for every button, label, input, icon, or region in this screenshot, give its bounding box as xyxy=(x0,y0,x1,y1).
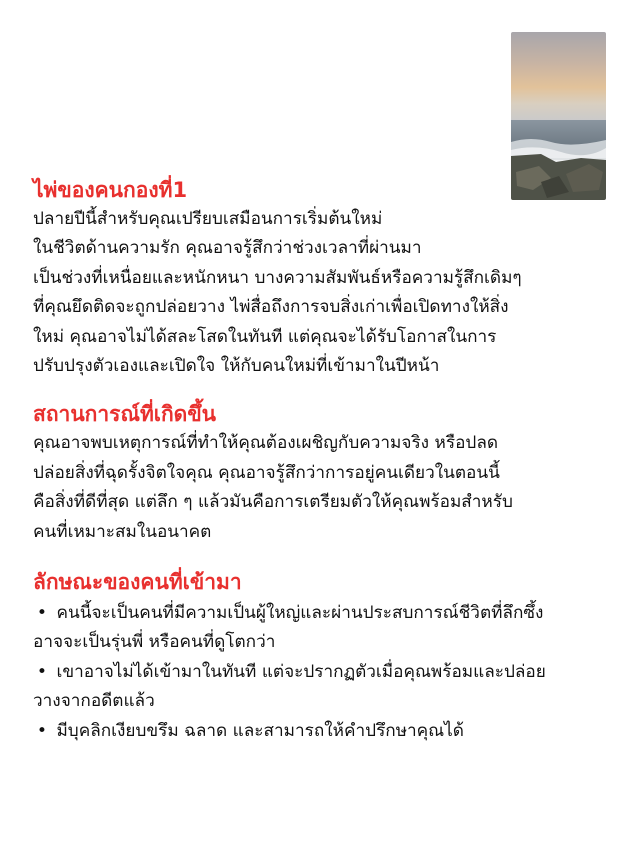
paragraph-line: คนที่เหมาะสมในอนาคต xyxy=(33,521,212,542)
section-title: ไพ่ของคนกองที่1 xyxy=(33,178,188,202)
bullet-text: เขาอาจไม่ได้เข้ามาในทันที แต่จะปรากฏตัวเมื่อคุณพร้อมและปล่อย xyxy=(56,661,546,682)
section-paragraph xyxy=(33,205,628,381)
paragraph-line: ปล่อยสิ่งที่ฉุดรั้งจิตใจคุณ คุณอาจรู้สึกว่าการอยู่คนเดียวในตอนนี้ xyxy=(33,462,500,483)
paragraph-line: เป็นช่วงที่เหนื่อยและหนักหนา บางความสัมพันธ์หรือความรู้สึกเดิมๆ xyxy=(33,267,522,288)
section-paragraph xyxy=(33,429,628,547)
bullet-text: มีบุคลิกเงียบขรึม ฉลาด และสามารถให้คำปรึกษาคุณได้ xyxy=(56,720,464,741)
paragraph-line: ในชีวิตด้านความรัก คุณอาจรู้สึกว่าช่วงเวลาที่ผ่านมา xyxy=(33,238,422,259)
trait-list xyxy=(33,599,628,746)
paragraph-line: ปรับปรุงตัวเองและเปิดใจ ให้กับคนใหม่ที่เข้ามาในปีหน้า xyxy=(33,356,440,377)
paragraph-line: ใหม่ คุณอาจไม่ได้สละโสดในทันที แต่คุณจะได้รับโอกาสในการ xyxy=(33,326,497,347)
list-item xyxy=(33,717,628,746)
paragraph-line: ที่คุณยึดติดจะถูกปล่อยวาง ไพ่สื่อถึงการจบสิ่งเก่าเพื่อเปิดทางให้สิ่ง xyxy=(33,297,509,318)
section-title: สถานการณ์ที่เกิดขึ้น xyxy=(33,402,217,427)
paragraph-line: คือสิ่งที่ดีที่สุด แต่ลึก ๆ แล้วมันคือการเตรียมตัวให้คุณพร้อมสำหรับ xyxy=(33,492,513,513)
paragraph-line: ปลายปีนี้สำหรับคุณเปรียบเสมือนการเริ่มต้นใหม่ xyxy=(33,209,383,229)
reading-content xyxy=(33,175,628,746)
bullet-dot: • xyxy=(36,661,48,682)
paragraph-line: คุณอาจพบเหตุการณ์ที่ทำให้คุณต้องเผชิญกับความจริง หรือปลด xyxy=(33,433,499,454)
bullet-text-cont: วางจากอดีตแล้ว xyxy=(33,691,155,712)
section-incoming-person xyxy=(33,567,628,746)
section-title: ลักษณะของคนที่เข้ามา xyxy=(33,570,242,595)
bullet-dot: • xyxy=(36,603,48,624)
list-item xyxy=(33,658,628,717)
section-situation xyxy=(33,399,628,547)
bullet-text: คนนี้จะเป็นคนที่มีความเป็นผู้ใหญ่และผ่านประสบการณ์ชีวิตที่ลึกซึ้ง xyxy=(56,603,544,624)
bullet-text-cont: อาจจะเป็นรุ่นพี่ หรือคนที่ดูโตกว่า xyxy=(33,632,276,653)
section-card-pile-1 xyxy=(33,175,628,381)
list-item xyxy=(33,599,628,658)
bullet-dot: • xyxy=(36,720,48,741)
